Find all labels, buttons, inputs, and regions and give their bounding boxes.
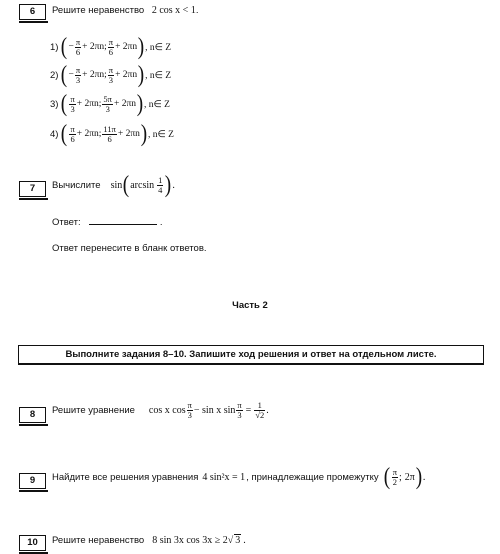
task-9-frac-den: 2 <box>392 476 397 487</box>
task-6-option-label: 1) <box>50 41 59 53</box>
task-7-prompt-text: Вычислите <box>52 179 101 191</box>
task-6-right-frac <box>108 38 114 57</box>
task-6-left-frac-den: 3 <box>70 103 75 114</box>
task-7-answer-blank[interactable] <box>89 216 157 225</box>
task-6-right-term: + 2πn <box>117 129 140 139</box>
task-8-prompt <box>52 401 269 420</box>
part-2-title: Часть 2 <box>232 300 268 311</box>
task-6-option-label: 3) <box>50 98 59 110</box>
task-6-left-frac <box>75 38 81 57</box>
task-6-left-frac-den: 6 <box>75 46 81 57</box>
task-6-left-frac-num: π <box>75 36 81 47</box>
task-7-number: 7 <box>19 181 46 197</box>
task-10-radical: 3 <box>235 535 241 546</box>
task-9-tail: , принадлежащие промежутку <box>246 471 379 483</box>
task-10-number: 10 <box>19 535 46 551</box>
task-6-prompt <box>52 5 198 16</box>
task-6-option-label: 2) <box>50 69 59 81</box>
task-6-semicolon: ; <box>104 42 107 52</box>
task-8-frac-a-den: 3 <box>187 410 192 420</box>
task-9-period: . <box>422 471 426 483</box>
task-6-right-frac-den: 3 <box>108 74 114 85</box>
task-8-frac-b-num: π <box>237 400 242 410</box>
task-6-close-paren: ) <box>137 34 145 60</box>
task-6-period: . <box>195 5 199 16</box>
task-10-sqrt-sign: √ <box>227 534 234 546</box>
task-8-prompt-text: Решите уравнение <box>52 405 135 416</box>
task-6-left-sign: − <box>68 70 74 80</box>
task-6-right-frac-num: π <box>108 64 114 75</box>
task-7-answer-line <box>52 216 163 228</box>
task-8-frac-b-den: 3 <box>237 410 242 420</box>
task-6-open-paren: ( <box>61 34 68 60</box>
task-6-right-term: + 2πn <box>113 99 136 109</box>
task-6-left-frac <box>69 95 75 114</box>
task-7-close-paren: ) <box>165 172 172 198</box>
task-7-answer-dot: . <box>159 217 163 228</box>
task-6-semicolon: ; <box>98 129 102 139</box>
task-8-frac-a <box>187 401 193 420</box>
task-7-answer-label: Ответ: <box>52 217 81 228</box>
task-7-prompt <box>52 174 175 196</box>
task-6-right-term: + 2πn <box>115 42 138 52</box>
task-10-prompt <box>52 534 246 546</box>
task-7-frac-num: 1 <box>158 174 163 185</box>
task-6-left-frac-num: π <box>75 64 81 75</box>
task-6-condition: , n∈ Z <box>145 70 172 81</box>
task-6-condition: , n∈ Z <box>145 42 172 53</box>
task-6-left-frac <box>75 66 81 85</box>
task-6-option-4 <box>50 123 174 145</box>
task-7-fraction <box>157 176 163 195</box>
task-6-semicolon: ; <box>104 70 107 80</box>
task-6-close-paren: ) <box>137 62 145 88</box>
task-6-left-term: + 2πn <box>76 99 99 109</box>
task-6-left-frac-num: π <box>70 93 75 104</box>
task-10-expr: 8 sin 3x cos 3x ≥ 2 <box>152 534 228 546</box>
task-7-func-inner: arcsin <box>130 179 155 191</box>
task-6-right-frac <box>108 66 114 85</box>
task-6-open-paren: ( <box>61 91 68 117</box>
task-8-number: 8 <box>19 407 46 423</box>
task-6-condition: , n∈ Z <box>144 99 170 110</box>
task-9-int-end: 2π <box>404 471 415 483</box>
task-8-period: . <box>266 405 269 416</box>
task-8-frac-b <box>236 401 242 420</box>
task-6-condition: , n∈ Z <box>147 129 174 140</box>
task-6-close-paren: ) <box>136 91 144 117</box>
task-6-option-1 <box>50 36 171 58</box>
task-8-rhs-den: √2 <box>255 410 265 420</box>
task-6-right-frac-num: 5π <box>103 93 112 104</box>
task-9-open-paren: ( <box>383 464 390 490</box>
task-8-rhs-num: 1 <box>254 401 265 411</box>
task-8-rhs <box>254 401 265 420</box>
task-9-equation: 4 sin²x = 1 <box>202 471 246 483</box>
task-7-open-paren: ( <box>123 172 130 198</box>
task-9-number: 9 <box>19 473 46 489</box>
task-6-option-3 <box>50 93 170 115</box>
task-6-left-frac-num: π <box>70 123 75 134</box>
task-6-left-sign: − <box>68 42 74 52</box>
task-8-frac-a-num: π <box>187 400 192 410</box>
task-9-prompt <box>52 466 425 488</box>
task-6-right-frac-den: 6 <box>107 133 112 144</box>
task-6-right-frac <box>102 125 116 144</box>
task-9-frac <box>392 468 398 487</box>
task-10-prompt-text: Решите неравенство <box>52 534 145 546</box>
task-6-left-term: + 2πn <box>82 42 105 52</box>
task-6-left-term: + 2πn <box>76 129 99 139</box>
task-6-right-frac-num: π <box>108 36 114 47</box>
task-6-prompt-text: Решите неравенство <box>52 5 145 16</box>
task-6-right-frac-den: 3 <box>105 103 110 114</box>
task-6-option-label: 4) <box>50 128 59 140</box>
task-8-eq: = <box>245 405 252 416</box>
task-7-transfer-note: Ответ перенесите в бланк ответов. <box>52 243 207 254</box>
task-9-frac-num: π <box>392 466 397 477</box>
task-6-close-paren: ) <box>140 121 148 147</box>
task-6-left-frac-den: 3 <box>75 74 81 85</box>
task-6-right-frac-den: 6 <box>108 46 114 57</box>
task-8-expr-a: cos x cos <box>148 405 186 416</box>
task-7-func-outer: sin <box>110 179 123 191</box>
task-6-semicolon: ; <box>98 99 102 109</box>
task-6-left-term: + 2πn <box>82 70 105 80</box>
task-9-sep: ; <box>398 471 402 483</box>
task-6-right-term: + 2πn <box>115 70 138 80</box>
task-7-period: . <box>172 179 175 191</box>
task-6-right-frac-num: 11π <box>103 123 116 134</box>
task-9-close-paren: ) <box>415 464 423 490</box>
task-6-left-frac <box>69 125 75 144</box>
part-2-instruction-box: Выполните задания 8–10. Запишите ход решения и ответ на отдельном листе. <box>18 345 484 365</box>
task-6-right-frac <box>102 95 113 114</box>
task-10-period: . <box>243 534 246 546</box>
task-6-number: 6 <box>19 4 46 20</box>
task-6-inequality: 2 cos x < 1 <box>151 5 196 16</box>
task-7-frac-den: 4 <box>158 184 163 195</box>
task-6-open-paren: ( <box>61 62 68 88</box>
task-6-option-2 <box>50 64 171 86</box>
task-9-prompt-text: Найдите все решения уравнения <box>52 471 199 483</box>
task-6-open-paren: ( <box>61 121 68 147</box>
task-8-expr-b: − sin x sin <box>193 405 236 416</box>
task-6-left-frac-den: 6 <box>70 133 75 144</box>
